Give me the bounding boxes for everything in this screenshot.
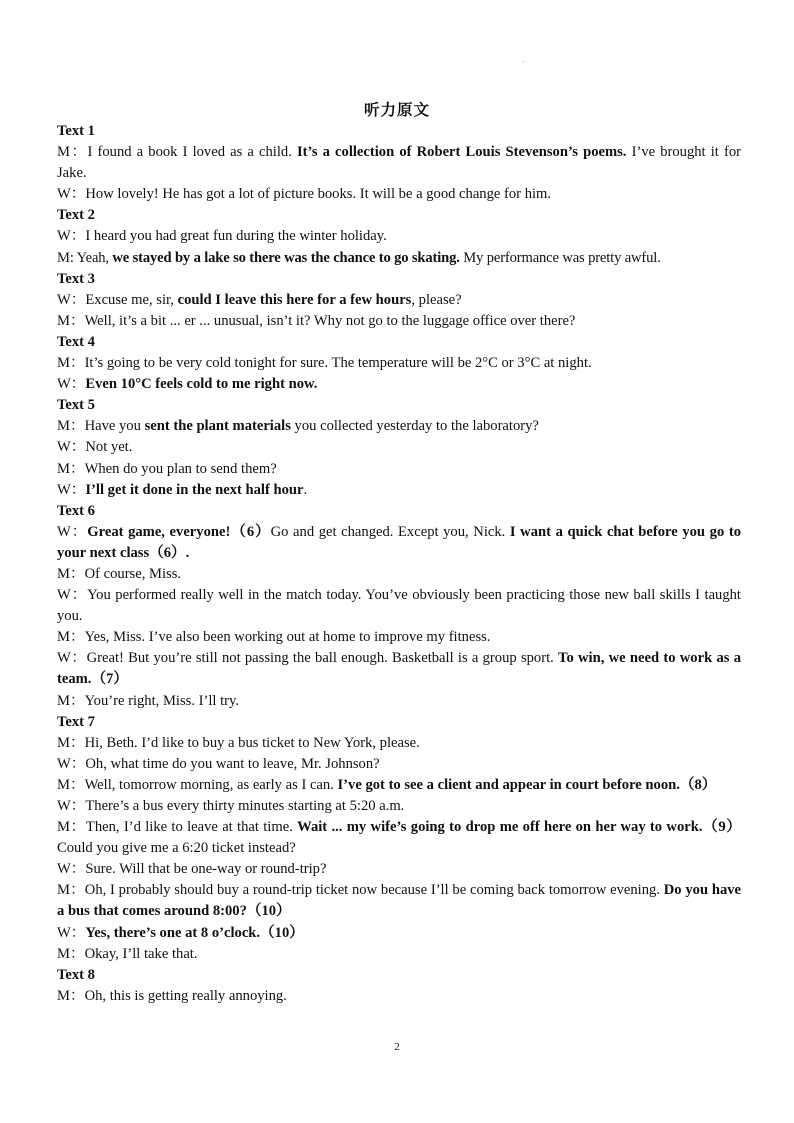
dialogue-line: M：Oh, this is getting really annoying. <box>57 987 287 1004</box>
dialogue-line: W：You performed really well in the match today. You’ve obviously been practicing those new ball skills I taught you. <box>57 587 741 625</box>
dialogue-line: W：Great! But you’re still not passing the ball enough. Basketball is a group sport. To win, we need to work as a team.（7） <box>57 650 741 688</box>
dialogue-line: M：Okay, I’ll take that. <box>57 945 198 962</box>
section-heading: Text 3 <box>57 270 95 287</box>
dialogue-line: M：Of course, Miss. <box>57 565 182 582</box>
dialogue-line: M：It’s going to be very cold tonight for sure. The temperature will be 2°C or 3°C at night. <box>57 355 592 372</box>
dialogue-line: M：Well, it’s a bit ... er ... unusual, isn’t it? Why not go to the luggage office over there? <box>57 312 576 329</box>
dialogue-line: W：How lovely! He has got a lot of picture books. It will be a good change for him. <box>57 186 552 203</box>
section-heading: Text 5 <box>57 397 95 414</box>
page-title: 听力原文 <box>363 102 430 119</box>
dialogue-line: M：Yes, Miss. I’ve also been working out at home to improve my fitness. <box>57 629 491 646</box>
dialogue-line: M: Yeah, we stayed by a lake so there was the chance to go skating. My performance was pretty awful. <box>57 249 661 266</box>
dialogue-line: W：I heard you had great fun during the winter holiday. <box>57 228 387 245</box>
section-heading: Text 8 <box>57 966 95 983</box>
section-heading: Text 4 <box>57 333 95 350</box>
header-mark: · <box>522 58 525 67</box>
dialogue-line: M：I found a book I loved as a child. It’s a collection of Robert Louis Stevenson’s poems. I’ve brought it for Jake. <box>57 144 741 182</box>
dialogue-line: W：There’s a bus every thirty minutes starting at 5:20 a.m. <box>57 798 405 814</box>
dialogue-line: M：Well, tomorrow morning, as early as I can. I’ve got to see a client and appear in court before noon.（8） <box>57 776 717 793</box>
dialogue-line: W：Yes, there’s one at 8 o’clock.（10） <box>57 924 304 941</box>
dialogue-line: M：Then, I’d like to leave at that time. Wait ... my wife’s going to drop me off here on her way to work.（9）Could you give me a 6:20 ticket instead? <box>57 819 741 857</box>
section-heading: Text 1 <box>57 123 95 139</box>
section-heading: Text 2 <box>57 207 95 224</box>
dialogue-line: M：Oh, I probably should buy a round-trip ticket now because I’ll be coming back tomorrow evening. Do you have a bus that comes around 8:00?（10） <box>57 882 742 920</box>
transcript-body <box>57 121 741 1007</box>
dialogue-line: M：Hi, Beth. I’d like to buy a bus ticket to New York, please. <box>57 734 420 751</box>
dialogue-line: W：Even 10°C feels cold to me right now. <box>57 376 318 393</box>
dialogue-line: M：You’re right, Miss. I’ll try. <box>57 692 240 709</box>
dialogue-line: W：Not yet. <box>57 439 133 456</box>
dialogue-line: W：Excuse me, sir, could I leave this here for a few hours, please? <box>57 291 462 308</box>
dialogue-line: W：Oh, what time do you want to leave, Mr. Johnson? <box>57 755 380 772</box>
dialogue-line: M：When do you plan to send them? <box>57 460 277 477</box>
section-heading: Text 6 <box>57 502 95 519</box>
section-heading: Text 7 <box>57 713 95 730</box>
dialogue-line: W：I’ll get it done in the next half hour. <box>57 481 308 498</box>
page-number: 2 <box>394 1041 400 1053</box>
dialogue-line: W：Sure. Will that be one-way or round-trip? <box>57 861 327 878</box>
dialogue-line: M：Have you sent the plant materials you collected yesterday to the laboratory? <box>57 418 539 435</box>
dialogue-line: W：Great game, everyone!（6）Go and get changed. Except you, Nick. I want a quick chat before you go to your next class（6）. <box>57 523 741 561</box>
